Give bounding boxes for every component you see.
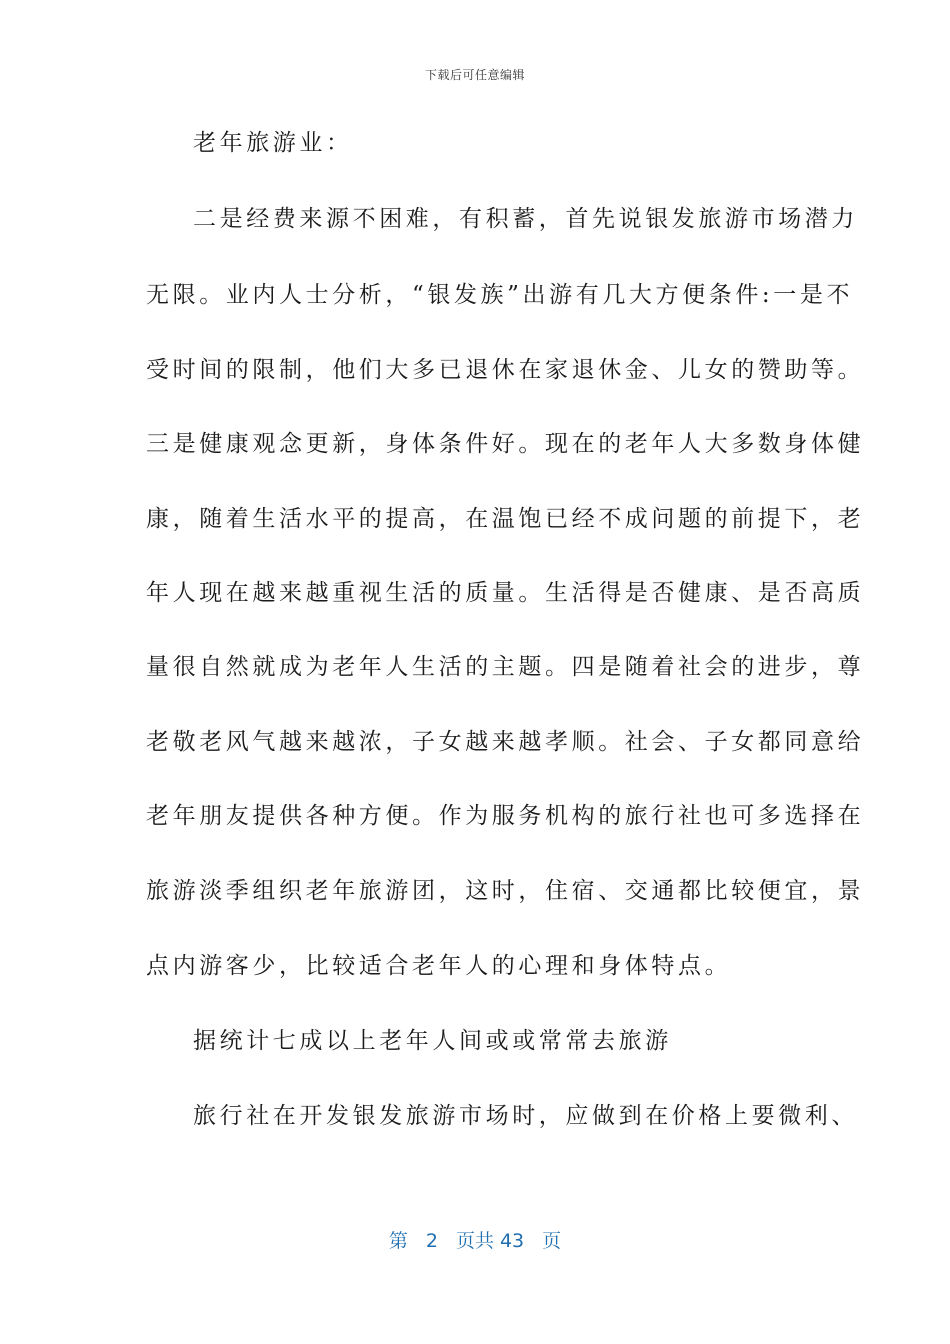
page-footer (0, 1226, 950, 1253)
body-line-1: 老年旅游业： (193, 130, 353, 156)
body-line-14: 旅行社在开发银发旅游市场时，应做到在价格上要微利、 (193, 1103, 858, 1129)
footer-current-page: 2 (425, 1230, 438, 1252)
body-line-9: 老敬老风气越来越浓，子女越来越孝顺。社会、子女都同意给 (146, 729, 865, 755)
body-line-13: 据统计七成以上老年人间或或常常去旅游 (193, 1028, 672, 1054)
page-header-note: 下载后可任意编辑 (424, 68, 525, 82)
body-line-4: 受时间的限制，他们大多已退休在家退休金、儿女的赞助等。 (146, 357, 865, 383)
body-line-12: 点内游客少，比较适合老年人的心理和身体特点。 (146, 953, 732, 979)
footer-middle: 页共 (455, 1230, 494, 1252)
footer-prefix: 第 (388, 1230, 408, 1252)
body-line-7: 年人现在越来越重视生活的质量。生活得是否健康、是否高质 (146, 580, 865, 606)
body-line-11: 旅游淡季组织老年旅游团，这时，住宿、交通都比较便宜，景 (146, 878, 865, 904)
footer-total-pages: 43 (499, 1230, 525, 1252)
body-line-10: 老年朋友提供各种方便。作为服务机构的旅行社也可多选择在 (146, 803, 865, 829)
body-line-5: 三是健康观念更新，身体条件好。现在的老年人大多数身体健 (146, 431, 865, 457)
body-line-8: 量很自然就成为老年人生活的主题。四是随着社会的进步，尊 (146, 654, 865, 680)
body-line-6: 康，随着生活水平的提高，在温饱已经不成问题的前提下，老 (146, 506, 865, 532)
body-line-2: 二是经费来源不困难，有积蓄，首先说银发旅游市场潜力 (193, 206, 858, 232)
body-line-3: 无限。业内人士分析，“银发族”出游有几大方便条件:一是不 (146, 282, 854, 308)
footer-suffix: 页 (542, 1230, 562, 1252)
